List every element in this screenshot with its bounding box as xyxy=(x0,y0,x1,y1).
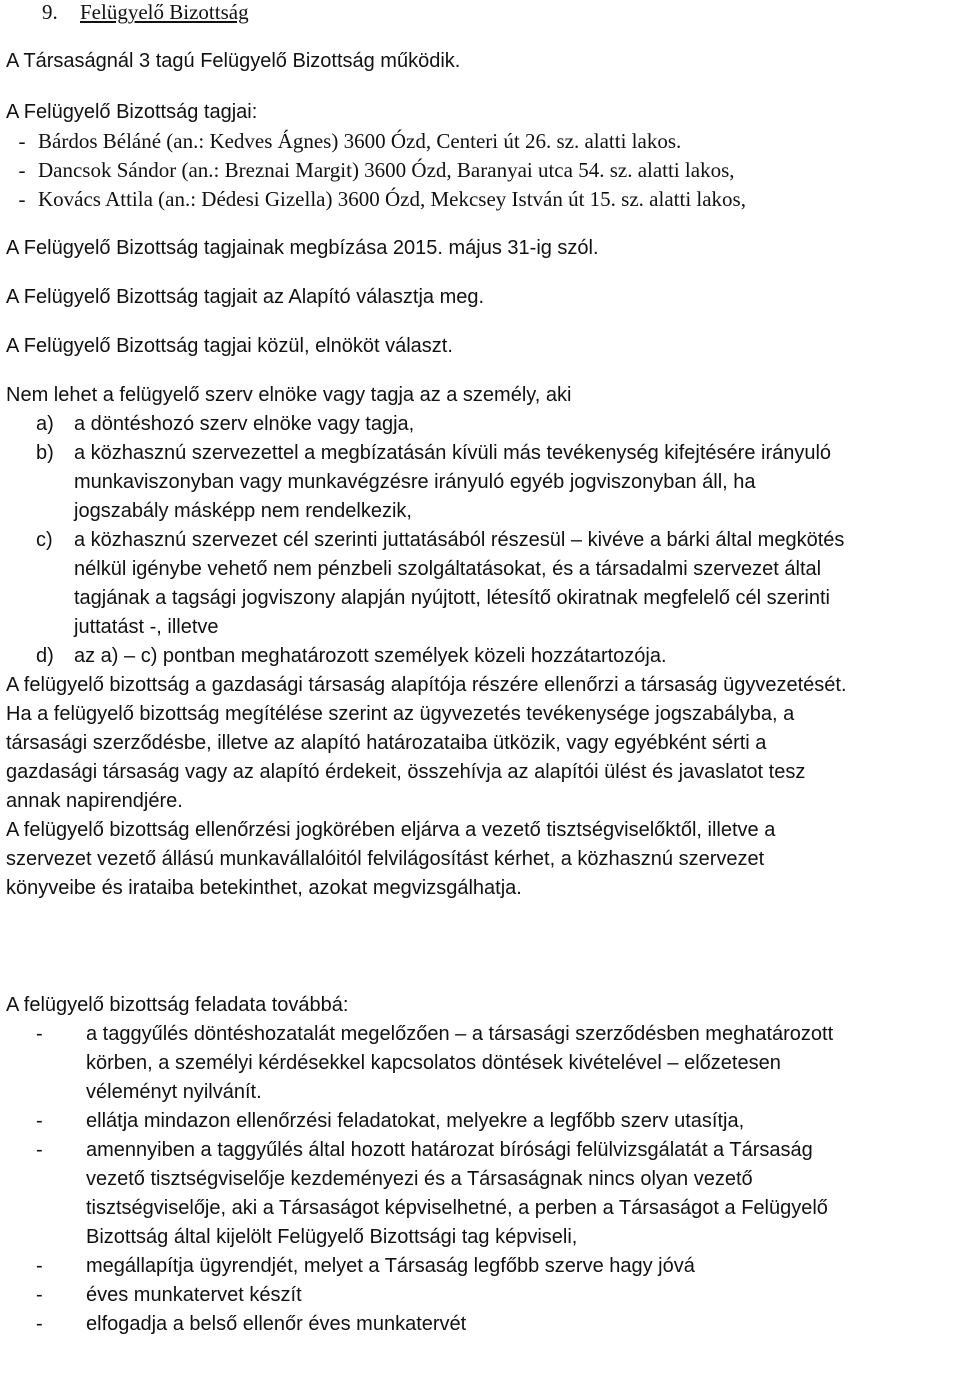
section-title: Felügyelő Bizottság xyxy=(80,0,249,24)
item-line: amennyiben a taggyűlés által hozott határozat bírósági felülvizsgálatát a Társaság xyxy=(86,1139,813,1161)
list-dash: - xyxy=(36,1139,43,1161)
item-line: Bizottság által kijelölt Felügyelő Bizottsági tag képviseli, xyxy=(86,1226,578,1248)
item-line: a taggyűlés döntéshozatalát megelőzően – a társasági szerződésben meghatározott xyxy=(86,1023,834,1045)
list-dash: - xyxy=(36,1255,43,1277)
task-item xyxy=(6,1281,956,1310)
item-line: tagjának a tagsági jogviszony alapján nyújtott, létesítő okiratnak megfelelő cél szerinti xyxy=(74,587,830,609)
item-line: körben, a személyi kérdésekkel kapcsolatos döntések kivételével – előzetesen xyxy=(86,1052,781,1074)
conflict-item-d xyxy=(36,642,956,671)
tasks-title: A felügyelő bizottság feladata továbbá: xyxy=(6,994,349,1016)
elected-text: A Felügyelő Bizottság tagjait az Alapító választja meg. xyxy=(6,286,485,308)
conflict-intro: Nem lehet a felügyelő szerv elnöke vagy tagja az a személy, aki xyxy=(6,384,572,406)
conflict-item-a xyxy=(36,410,956,439)
list-dash: - xyxy=(18,129,26,153)
item-line: munkaviszonyban vagy munkavégzésre irányuló egyéb jogviszonyban áll, ha xyxy=(74,471,756,493)
item-line: éves munkatervet készít xyxy=(86,1284,302,1306)
item-line: nélkül igénybe vehető nem pénzbeli szolgáltatásokat, és a társadalmi szervezet által xyxy=(74,558,822,580)
item-line: vezető tisztségviselője kezdeményezi és a Társaságnak nincs olyan vezető xyxy=(86,1168,753,1190)
task-item xyxy=(6,1107,956,1136)
item-line: a közhasznú szervezettel a megbízatásán kívüli más tevékenység kifejtésére irányuló xyxy=(74,442,832,464)
item-line: juttatást -, illetve xyxy=(74,616,219,638)
task-item xyxy=(6,1020,956,1107)
task-item xyxy=(6,1136,956,1252)
paragraph-line: Ha a felügyelő bizottság megítélése szerint az ügyvezetés tevékenysége jogszabályba, a xyxy=(6,703,795,725)
list-dash: - xyxy=(36,1110,43,1132)
list-dash: - xyxy=(36,1313,43,1335)
paragraph-line: könyveibe és irataiba betekinthet, azokat megvizsgálhatja. xyxy=(6,877,522,899)
item-line: a döntéshozó szerv elnöke vagy tagja, xyxy=(74,413,415,435)
item-marker: b) xyxy=(36,442,54,464)
item-line: megállapítja ügyrendjét, melyet a Társaság legfőbb szerve hagy jóvá xyxy=(86,1255,695,1277)
member-text: Bárdos Béláné (an.: Kedves Ágnes) 3600 Ózd, Centeri út 26. sz. alatti lakos. xyxy=(38,129,682,153)
info-paragraph xyxy=(6,816,956,903)
intro-text: A Társaságnál 3 tagú Felügyelő Bizottság működik. xyxy=(6,50,461,72)
conflict-item-c xyxy=(36,526,956,642)
control-paragraph xyxy=(6,671,956,816)
item-line: elfogadja a belső ellenőr éves munkatervét xyxy=(86,1313,467,1335)
list-dash: - xyxy=(36,1023,43,1045)
item-line: véleményt nyilvánít. xyxy=(86,1081,262,1103)
chair-text: A Felügyelő Bizottság tagjai közül, elnököt választ. xyxy=(6,335,453,357)
paragraph-line: szervezet vezető állású munkavállalóitól felvilágosítást kérhet, a közhasznú szervezet xyxy=(6,848,765,870)
item-marker: c) xyxy=(36,529,53,551)
list-dash: - xyxy=(18,187,26,211)
item-line: tisztségviselője, aki a Társaságot képviselhetné, a perben a Társaságot a Felügyelő xyxy=(86,1197,828,1219)
paragraph-line: gazdasági társaság vagy az alapító érdekeit, összehívja az alapítói ülést és javaslatot tesz xyxy=(6,761,806,783)
item-marker: d) xyxy=(36,645,54,667)
member-text: Kovács Attila (an.: Dédesi Gizella) 3600 Ózd, Mekcsey István út 15. sz. alatti lakos, xyxy=(38,187,746,211)
task-item xyxy=(6,1310,956,1339)
tasks-list xyxy=(6,1020,956,1339)
list-dash: - xyxy=(36,1284,43,1306)
members-list xyxy=(6,127,956,214)
item-line: a közhasznú szervezet cél szerinti juttatásából részesül – kivéve a bárki által megkötés xyxy=(74,529,845,551)
paragraph-line: annak napirendjére. xyxy=(6,790,183,812)
section-heading xyxy=(6,0,956,27)
member-text: Dancsok Sándor (an.: Breznai Margit) 3600 Ózd, Baranyai utca 54. sz. alatti lakos, xyxy=(38,158,735,182)
member-item xyxy=(6,185,956,214)
paragraph-line: A felügyelő bizottság ellenőrzési jogkörében eljárva a vezető tisztségviselőktől, illetve a xyxy=(6,819,776,841)
paragraph-line: A felügyelő bizottság a gazdasági társaság alapítója részére ellenőrzi a társaság ügyvezetését. xyxy=(6,674,847,696)
paragraph-line: társasági szerződésbe, illetve az alapító határozataiba ütközik, vagy egyébként sérti a xyxy=(6,732,767,754)
mandate-text: A Felügyelő Bizottság tagjainak megbízása 2015. május 31-ig szól. xyxy=(6,237,599,259)
member-item xyxy=(6,156,956,185)
item-line: jogszabály másképp nem rendelkezik, xyxy=(74,500,412,522)
conflict-item-b xyxy=(36,439,956,526)
item-line: ellátja mindazon ellenőrzési feladatokat, melyekre a legfőbb szerv utasítja, xyxy=(86,1110,745,1132)
item-line: az a) – c) pontban meghatározott személyek közeli hozzátartozója. xyxy=(74,645,667,667)
document-page xyxy=(6,0,956,1339)
item-marker: a) xyxy=(36,413,54,435)
member-item xyxy=(6,127,956,156)
list-dash: - xyxy=(18,158,26,182)
task-item xyxy=(6,1252,956,1281)
conflict-list xyxy=(36,410,956,671)
members-title: A Felügyelő Bizottság tagjai: xyxy=(6,101,258,123)
section-number: 9. xyxy=(42,0,58,24)
